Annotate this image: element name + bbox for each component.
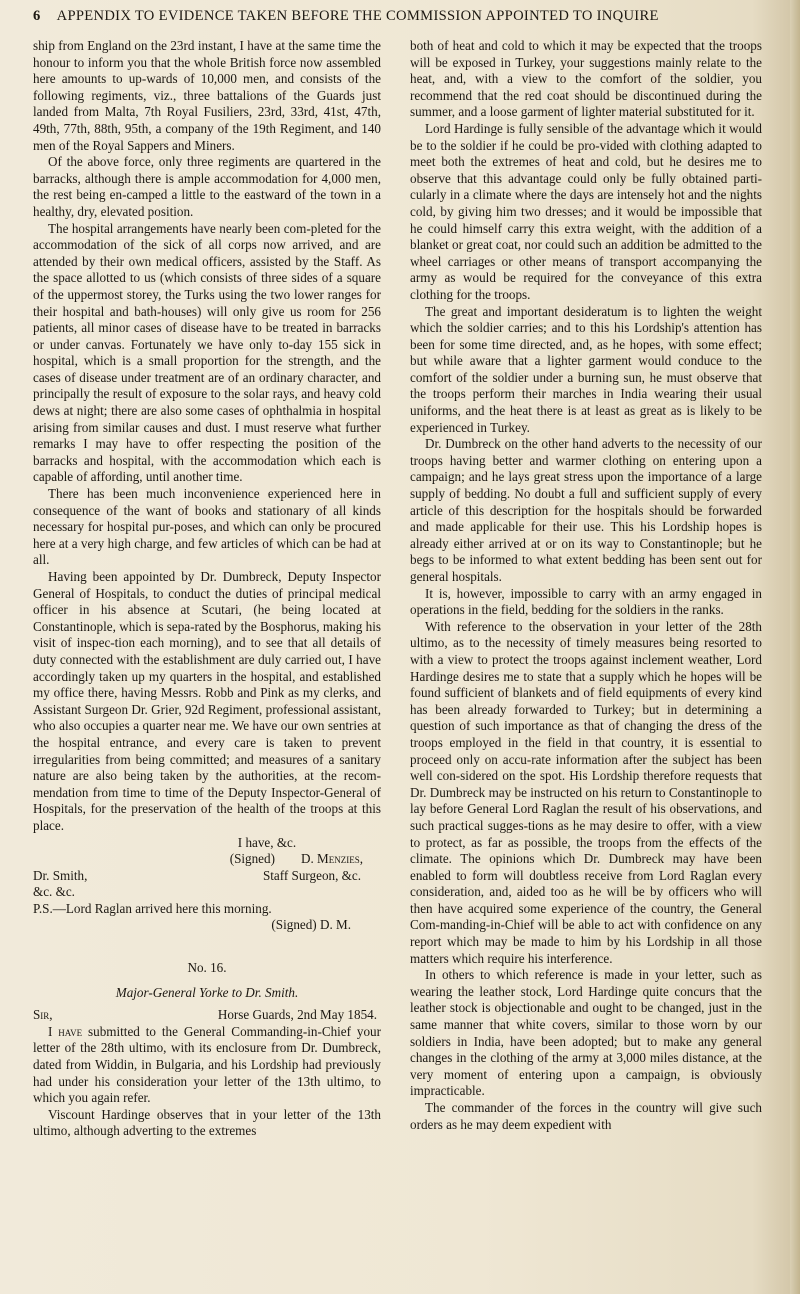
document-title: Major-General Yorke to Dr. Smith. — [115, 984, 299, 1000]
postscript: P.S.—Lord Raglan arrived here this morning. — [33, 900, 272, 916]
document-number: No. 16. — [187, 960, 227, 976]
running-title: APPENDIX TO EVIDENCE TAKEN BEFORE THE COMMISSION APPOINTED TO INQUIRE — [56, 8, 659, 24]
left-column — [33, 38, 381, 1140]
paragraph: With reference to the observation in your letter of the 28th ultimo, as to the necessity of timely measures being resorted to with a view to protect the troops against inclement weather, Lord Hardinge desires me to state that a supply which he hopes will be found sufficient of blankets and of field equipments of every kind has been already forwarded to Turkey; but in determining a question of such importance as that of changing the dress of the troops employed in the field in that country, it is essential to proceed only on accu-rate information after the subject has been well con-sidered on the spot. His Lordship therefore requests that Dr. Dumbreck may be instructed on his return to Constantinople to lay before General Lord Raglan the result of his observations, and such practical sugges-tions as he may desire to offer, with a view to protect, as far as possible, the troops from the effects of the climate. The opinions which Dr. Dumbreck may have been enabled to form will doubtless receive from Lord Raglan every consideration, and, aided too as he will be by officers who will then have acquired some experience of the country, the General Com-manding-in-Chief will be able to act with confidence on any report which may be made to him by his Lordship in all those matters which require his interference. — [410, 618, 762, 966]
salutation: Sir, — [33, 1007, 53, 1023]
running-header — [33, 8, 784, 25]
page-edge — [790, 0, 800, 1294]
opening-words: I have — [48, 1023, 83, 1039]
salutation-row — [33, 1007, 381, 1024]
paragraph — [33, 1024, 381, 1107]
paragraph: It is, however, impossible to carry with an army engaged in operations in the field, bedding for the soldiers in the ranks. — [410, 585, 762, 618]
addressee: Dr. Smith, — [33, 867, 88, 883]
signed-label: (Signed) — [229, 851, 275, 867]
paragraph: ship from England on the 23rd instant, I have at the same time the honour to inform you that the whole British force now assembled here amounts to up-wards of 10,000 men, and consists of the following regiments, viz., three battalions of the Guards just landed from Malta, 7th Royal Fusiliers, 23rd, 33rd, 41st, 47th, 49th, 77th, 88th, 95th, a company of the 19th Regiment, and 140 men of the Royal Sappers and Miners. — [33, 38, 381, 153]
paragraph: Of the above force, only three regiments are quartered in the barracks, although there is ample accommodation for 4,000 men, the rest being en-camped a little to the eastward of the town in a healthy, dry, elevated position. — [33, 154, 381, 219]
closing: I have, &c. — [237, 834, 297, 850]
paragraph: In others to which reference is made in your letter, such as wearing the leather stock, Lord Hardinge quite concurs that the leather stock is objectionable and ought to be changed, just in the same manner that white covers, similar to those worn by our soldiers in India, have been adopted; but to make any general changes in the clothing of the army at 3,000 miles distance, at the very moment of entering upon a campaign, is obviously impracticable. — [410, 967, 762, 1099]
signer-title: Staff Surgeon, &c. — [262, 867, 361, 883]
paragraph: The great and important desideratum is to lighten the weight which the soldier carries; and to this his Lordship's attention has been for some time directed, and, as he hopes, with some effect; but while aware that a lighter garment would conduce to the comfort of the soldier under a burning sun, he must observe that the troops perform their marches in India wearing their usual uniforms, and the heat there is at least as great as is likely to be experienced in Turkey. — [410, 303, 762, 435]
addressee-row — [33, 868, 381, 885]
paragraph: Dr. Dumbreck on the other hand adverts to the necessity of our troops having better and warmer clothing on entering upon a campaign; and he lays great stress upon the importance of a large supply of bedding. No doubt a full and sufficient supply of every article of this description for the hospitals should be forwarded and made applicable for their use. This his Lordship hopes is already either arrived at or on its way to Constantinople; but he begs to be informed to what extent bedding has been sent out for general hospitals. — [410, 436, 762, 584]
paragraph: Lord Hardinge is fully sensible of the advantage which it would be to the soldier if he could be pro-vided with clothing adapted to meet both the extremes of heat and cold, but he desires me to observe that this advantage could only be fully obtained parti-cularly in a climate where the days are intensely hot and the nights cold, by giving him two dresses; and it would be impossible that he could himself carry this extra weight, with the addition of a blanket or great coat, nor could such an addition be admitted to the wheel carriages or other means of transport accompanying the army as would be required for the conveyance of this extra clothing for the troops. — [410, 120, 762, 302]
signer-name: D. Menzies, — [300, 851, 363, 867]
paragraph-text: submitted to the General Commanding-in-Chief your letter of the 28th ultimo, with its enclosure from Dr. Dumbreck, dated from Widdin, in Bulgaria, and his Lordship had previously had under his consideration your letter of the 13th ultimo, to which you again refer. — [33, 1023, 382, 1106]
signed-line — [33, 851, 381, 868]
addressee-etc: &c. &c. — [33, 884, 75, 900]
paragraph: Viscount Hardinge observes that in your letter of the 13th ultimo, although adverting to the extremes — [33, 1106, 381, 1139]
paragraph: The hospital arrangements have nearly been com-pleted for the accommodation of the sick of all corps now arrived, and are attended by their own medical officers, assisted by the Staff. As the space allotted to us (which consists of three sides of a square of the uppermost storey, the Turks using the two lower ranges for their hospital and bath-houses) will only give us room for 256 patients, all minor cases of disease have to be treated in barracks or under canvas. Fortunately we have only to-day 155 sick in hospital, which is a small proportion for the strength, and the cases of disease under treatment are of an ordinary character, and principally the result of exposure to the solar rays, and heavy cold dews at night; there are also some cases of ophthalmia in hospital arising from similar causes and dust. I must reserve what further remarks I may have to offer respecting the position of the barracks and hospital, with the accommodation which each is capable of affording, until another time. — [33, 220, 381, 485]
page-number: 6 — [33, 8, 41, 24]
paragraph: both of heat and cold to which it may be expected that the troops will be exposed in Turkey, your suggestions mainly relate to the heat, and, with a view to the comfort of the soldier, you recommend that the red coat should be discontinued during the summer, and a loose garment of lighter material substituted for it. — [410, 38, 762, 120]
paragraph: The commander of the forces in the country will give such orders as he may deem expedient with — [410, 1100, 762, 1132]
paragraph: Having been appointed by Dr. Dumbreck, Deputy Inspector General of Hospitals, to conduct the duties of principal medical officer in his absence at Scutari, (he being located at Constantinople, which is sepa-rated by the Bosphorus, making his visit of inspec-tion each morning), and to see that all details of duty connected with the establishment are duly carried out, I have accordingly taken up my quarters in the hospital, and established my office there, having Messrs. Robb and Pink as my clerks, and Assistant Surgeon Dr. Grier, 92d Regiment, professional assistant, who also occupies a quarter near me. We have our own sentries at the hospital entrance, and every care is taken to prevent irregularities from being committed; and measures of a sanitary nature are also being taken by the authorities, at the recom-mendation from time to time of the Deputy Inspector-General of Hospitals, for the preservation of the health of the troops at this place. — [33, 569, 381, 833]
place-date: Horse Guards, 2nd May 1854. — [217, 1007, 377, 1023]
signature-block — [33, 835, 381, 935]
paragraph: There has been much inconvenience experienced here in consequence of the want of books and stationary of all kinds necessary for hospital pur-poses, and which can only be procured here at a very high charge, and few articles of which can be had at all. — [33, 486, 381, 568]
postscript-signed: (Signed) D. M. — [271, 917, 351, 933]
right-column — [410, 38, 762, 1133]
